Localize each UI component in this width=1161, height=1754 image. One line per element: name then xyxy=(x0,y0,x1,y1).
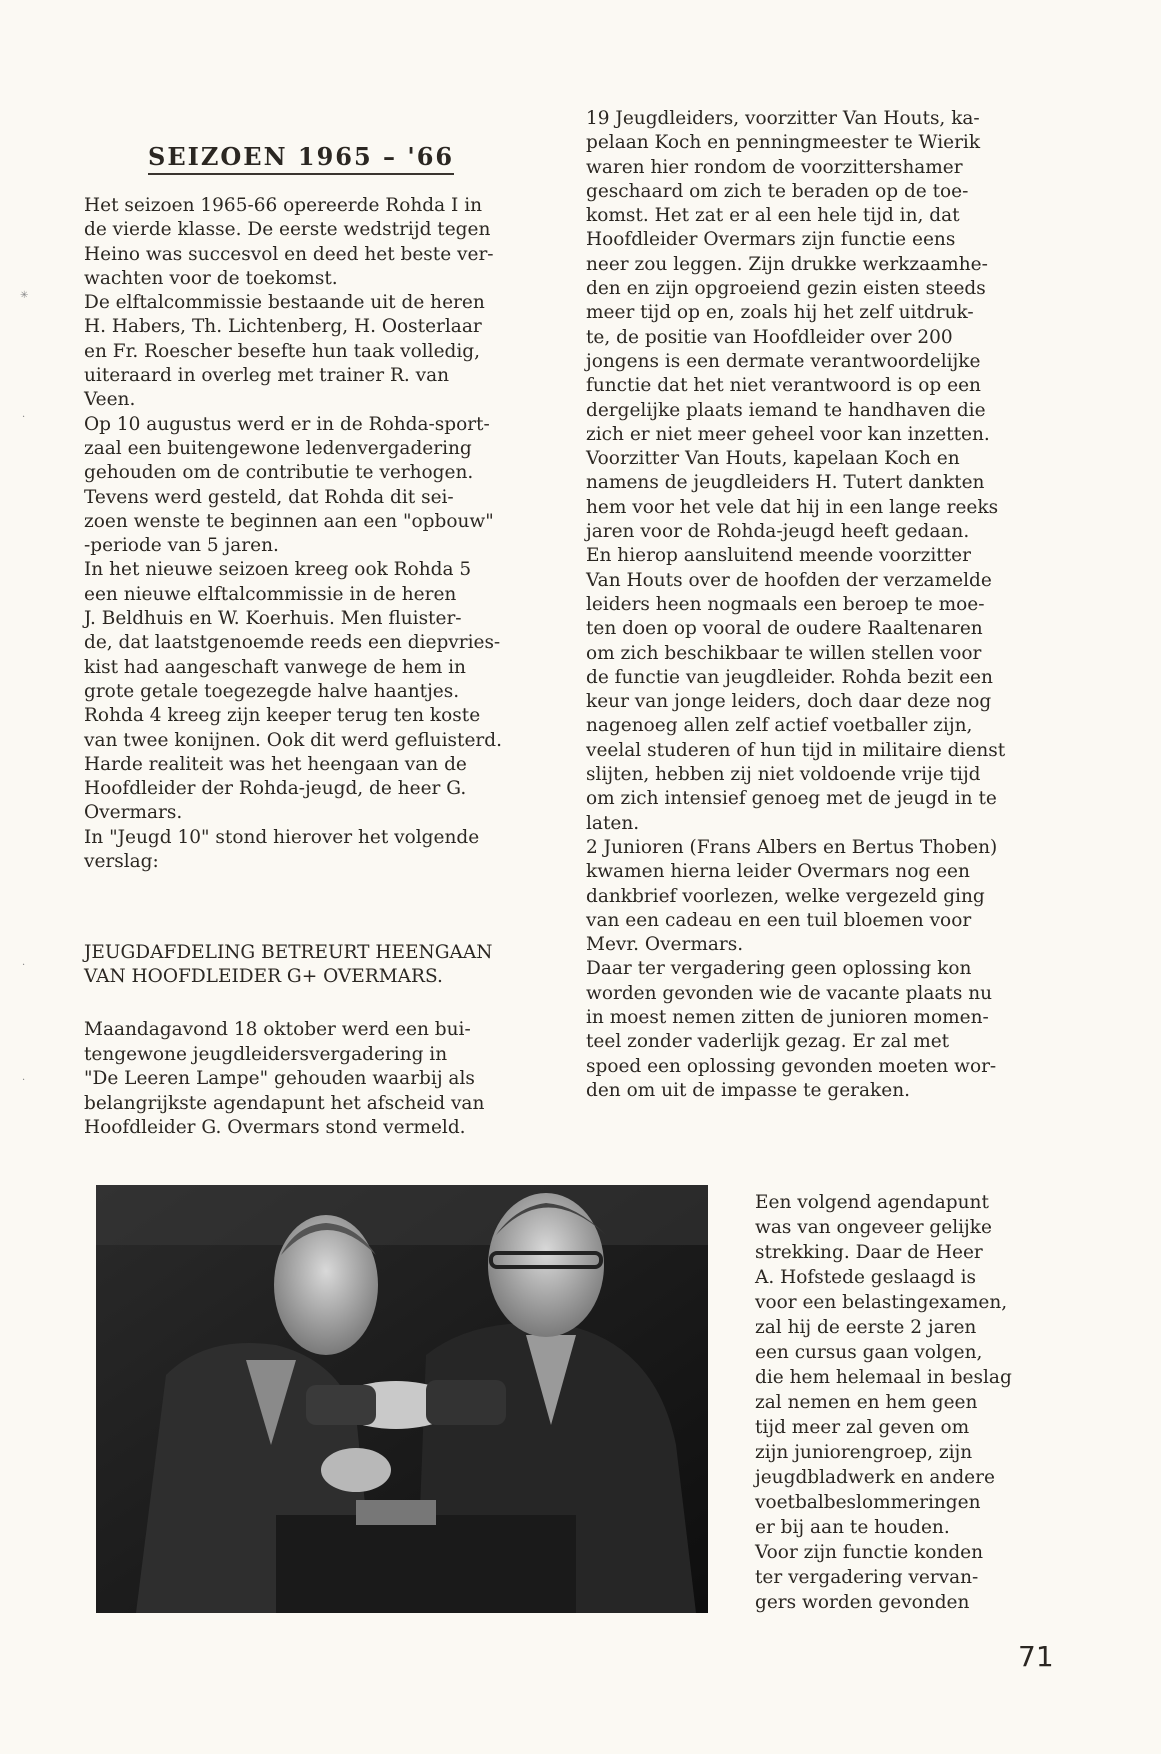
text-line: Heino was succesvol en deed het beste ver- xyxy=(84,243,494,265)
text-line: was van ongeveer gelijke xyxy=(755,1217,992,1238)
text-line: zal hij de eerste 2 jaren xyxy=(755,1317,977,1338)
farewell-photo xyxy=(96,1185,708,1613)
text-line: Mevr. Overmars. xyxy=(586,934,744,956)
text-line: neer zou leggen. Zijn drukke werkzaamhe- xyxy=(586,253,988,275)
text-line: den en zijn opgroeiend gezin eisten steeds xyxy=(586,278,986,300)
text-line: "De Leeren Lampe" gehouden waarbij als xyxy=(84,1068,475,1089)
page-title: SEIZOEN 1965 – '66 xyxy=(148,142,454,175)
text-line: de, dat laatstgenoemde reeds een diepvries- xyxy=(84,632,501,654)
text-line: om zich beschikbaar te willen stellen voor xyxy=(586,642,982,664)
text-line: pelaan Koch en penningmeester te Wierik xyxy=(586,132,981,154)
text-line: 19 Jeugdleiders, voorzitter Van Houts, ka- xyxy=(586,108,980,129)
text-line: Tevens werd gesteld, dat Rohda dit sei- xyxy=(84,486,454,508)
text-line: er bij aan te houden. xyxy=(755,1517,950,1538)
text-line: waren hier rondom de voorzittershamer xyxy=(586,156,963,178)
text-line: van een cadeau en een tuil bloemen voor xyxy=(586,909,972,931)
scan-speck: · xyxy=(22,412,26,423)
text-line: een nieuwe elftalcommissie in de heren xyxy=(84,583,457,605)
text-line: gehouden om de contributie te verhogen. xyxy=(84,462,474,484)
text-line: tijd meer zal geven om xyxy=(755,1417,970,1438)
text-line: strekking. Daar de Heer xyxy=(755,1242,983,1263)
text-line: Voorzitter Van Houts, kapelaan Koch en xyxy=(586,448,960,470)
text-line: Maandagavond 18 oktober werd een bui- xyxy=(84,1019,471,1040)
right-column xyxy=(586,107,1126,1103)
scan-speck: · xyxy=(22,1075,26,1086)
heading-line: JEUGDAFDELING BETREURT HEENGAAN xyxy=(84,942,493,963)
text-line: worden gevonden wie de vacante plaats nu xyxy=(586,982,993,1004)
text-line: veelal studeren of hun tijd in militaire dienst xyxy=(586,739,1006,761)
text-line: komst. Het zat er al een hele tijd in, dat xyxy=(586,205,960,227)
text-line: En hierop aansluitend meende voorzitter xyxy=(586,545,971,567)
text-line: verslag: xyxy=(84,851,159,873)
page-number: 71 xyxy=(1018,1640,1054,1673)
text-line: een cursus gaan volgen, xyxy=(755,1342,983,1363)
text-line: Veen. xyxy=(84,389,136,411)
text-line: die hem helemaal in beslag xyxy=(755,1367,1012,1388)
text-line: Op 10 augustus werd er in de Rohda-sport- xyxy=(84,413,490,435)
text-line: om zich intensief genoeg met de jeugd in te xyxy=(586,788,997,810)
article-heading xyxy=(84,941,492,989)
text-line: slijten, hebben zij niet voldoende vrije tijd xyxy=(586,764,981,786)
text-line: dankbrief voorlezen, welke vergezeld ging xyxy=(586,885,985,907)
text-line: tengewone jeugdleidersvergadering in xyxy=(84,1043,448,1065)
text-line: ten doen op vooral de oudere Raaltenaren xyxy=(586,618,983,640)
text-line: A. Hofstede geslaagd is xyxy=(755,1267,977,1288)
text-line: In "Jeugd 10" stond hierover het volgende xyxy=(84,826,480,848)
text-line: Overmars. xyxy=(84,802,183,824)
left-column xyxy=(84,194,582,874)
text-line: ter vergadering vervan- xyxy=(755,1567,979,1588)
text-line: laten. xyxy=(586,812,640,834)
text-line: Voor zijn functie konden xyxy=(755,1542,984,1563)
text-line: nagenoeg allen zelf actief voetballer zijn, xyxy=(586,715,973,737)
text-line: Daar ter vergadering geen oplossing kon xyxy=(586,958,972,980)
text-line: zal nemen en hem geen xyxy=(755,1392,978,1413)
text-line: spoed een oplossing gevonden moeten wor- xyxy=(586,1055,997,1077)
text-line: H. Habers, Th. Lichtenberg, H. Oosterlaar xyxy=(84,316,482,338)
text-line: functie dat het niet verantwoord is op een xyxy=(586,375,981,397)
text-line: leiders heen nogmaals een beroep te moe- xyxy=(586,593,985,615)
text-line: keur van jonge leiders, doch daar deze nog xyxy=(586,691,992,713)
text-line: en Fr. Roescher besefte hun taak volledig, xyxy=(84,340,481,362)
text-line: Van Houts over de hoofden der verzamelde xyxy=(586,569,992,591)
text-line: Rohda 4 kreeg zijn keeper terug ten koste xyxy=(84,705,481,727)
text-line: jeugdbladwerk en andere xyxy=(755,1467,995,1488)
text-line: in moest nemen zitten de junioren momen- xyxy=(586,1006,989,1028)
text-line: teel zonder vaderlijk gezag. Er zal met xyxy=(586,1031,950,1053)
text-line: -periode van 5 jaren. xyxy=(84,535,279,557)
scan-speck: ✳ xyxy=(20,290,29,301)
text-line: grote getale toegezegde halve haantjes. xyxy=(84,680,460,702)
text-line: zijn juniorengroep, zijn xyxy=(755,1442,973,1463)
text-line: geschaard om zich te beraden op de toe- xyxy=(586,180,969,202)
text-line: Hoofdleider Overmars zijn functie eens xyxy=(586,229,956,251)
text-line: In het nieuwe seizoen kreeg ook Rohda 5 xyxy=(84,559,472,581)
text-line: Hoofdleider der Rohda-jeugd, de heer G. xyxy=(84,778,467,800)
text-line: zaal een buitengewone ledenvergadering xyxy=(84,437,472,459)
text-line: dergelijke plaats iemand te handhaven die xyxy=(586,399,986,421)
text-line: meer tijd op en, zoals hij het zelf uitdruk- xyxy=(586,302,974,324)
text-line: hem voor het vele dat hij in een lange reeks xyxy=(586,496,999,518)
text-line: te, de positie van Hoofdleider over 200 xyxy=(586,326,953,348)
text-line: Hoofdleider G. Overmars stond vermeld. xyxy=(84,1117,466,1138)
text-line: zoen wenste te beginnen aan een "opbouw" xyxy=(84,510,494,532)
text-line: uiteraard in overleg met trainer R. van xyxy=(84,365,450,387)
text-line: voor een belastingexamen, xyxy=(755,1292,1008,1313)
text-line: de vierde klasse. De eerste wedstrijd tegen xyxy=(84,219,491,241)
heading-line: VAN HOOFDLEIDER G+ OVERMARS. xyxy=(84,966,443,987)
lower-left-paragraph xyxy=(84,1018,484,1141)
text-line: Het seizoen 1965-66 opereerde Rohda I in xyxy=(84,195,483,216)
side-column xyxy=(755,1190,1012,1615)
text-line: van twee konijnen. Ook dit werd gefluisterd. xyxy=(84,729,503,751)
text-line: den om uit de impasse te geraken. xyxy=(586,1079,910,1101)
text-line: 2 Junioren (Frans Albers en Bertus Thoben) xyxy=(586,836,998,858)
text-line: De elftalcommissie bestaande uit de heren xyxy=(84,292,485,314)
text-line: Een volgend agendapunt xyxy=(755,1192,989,1213)
text-line: de functie van jeugdleider. Rohda bezit een xyxy=(586,666,993,688)
text-line: namens de jeugdleiders H. Tutert dankten xyxy=(586,472,985,494)
text-line: kist had aangeschaft vanwege de hem in xyxy=(84,656,466,678)
text-line: jongens is een dermate verantwoordelijke xyxy=(586,350,981,372)
text-line: Harde realiteit was het heengaan van de xyxy=(84,753,467,775)
text-line: voetbalbeslommeringen xyxy=(755,1492,981,1513)
text-line: zich er niet meer geheel voor kan inzetten. xyxy=(586,423,990,445)
text-line: belangrijkste agendapunt het afscheid van xyxy=(84,1092,485,1114)
photo-illustration xyxy=(96,1185,708,1613)
text-line: kwamen hierna leider Overmars nog een xyxy=(586,861,970,883)
text-line: gers worden gevonden xyxy=(755,1592,970,1613)
text-line: J. Beldhuis en W. Koerhuis. Men fluister- xyxy=(84,608,462,630)
text-line: wachten voor de toekomst. xyxy=(84,267,338,289)
text-line: jaren voor de Rohda-jeugd heeft gedaan. xyxy=(586,521,970,543)
scan-speck: · xyxy=(22,960,26,971)
